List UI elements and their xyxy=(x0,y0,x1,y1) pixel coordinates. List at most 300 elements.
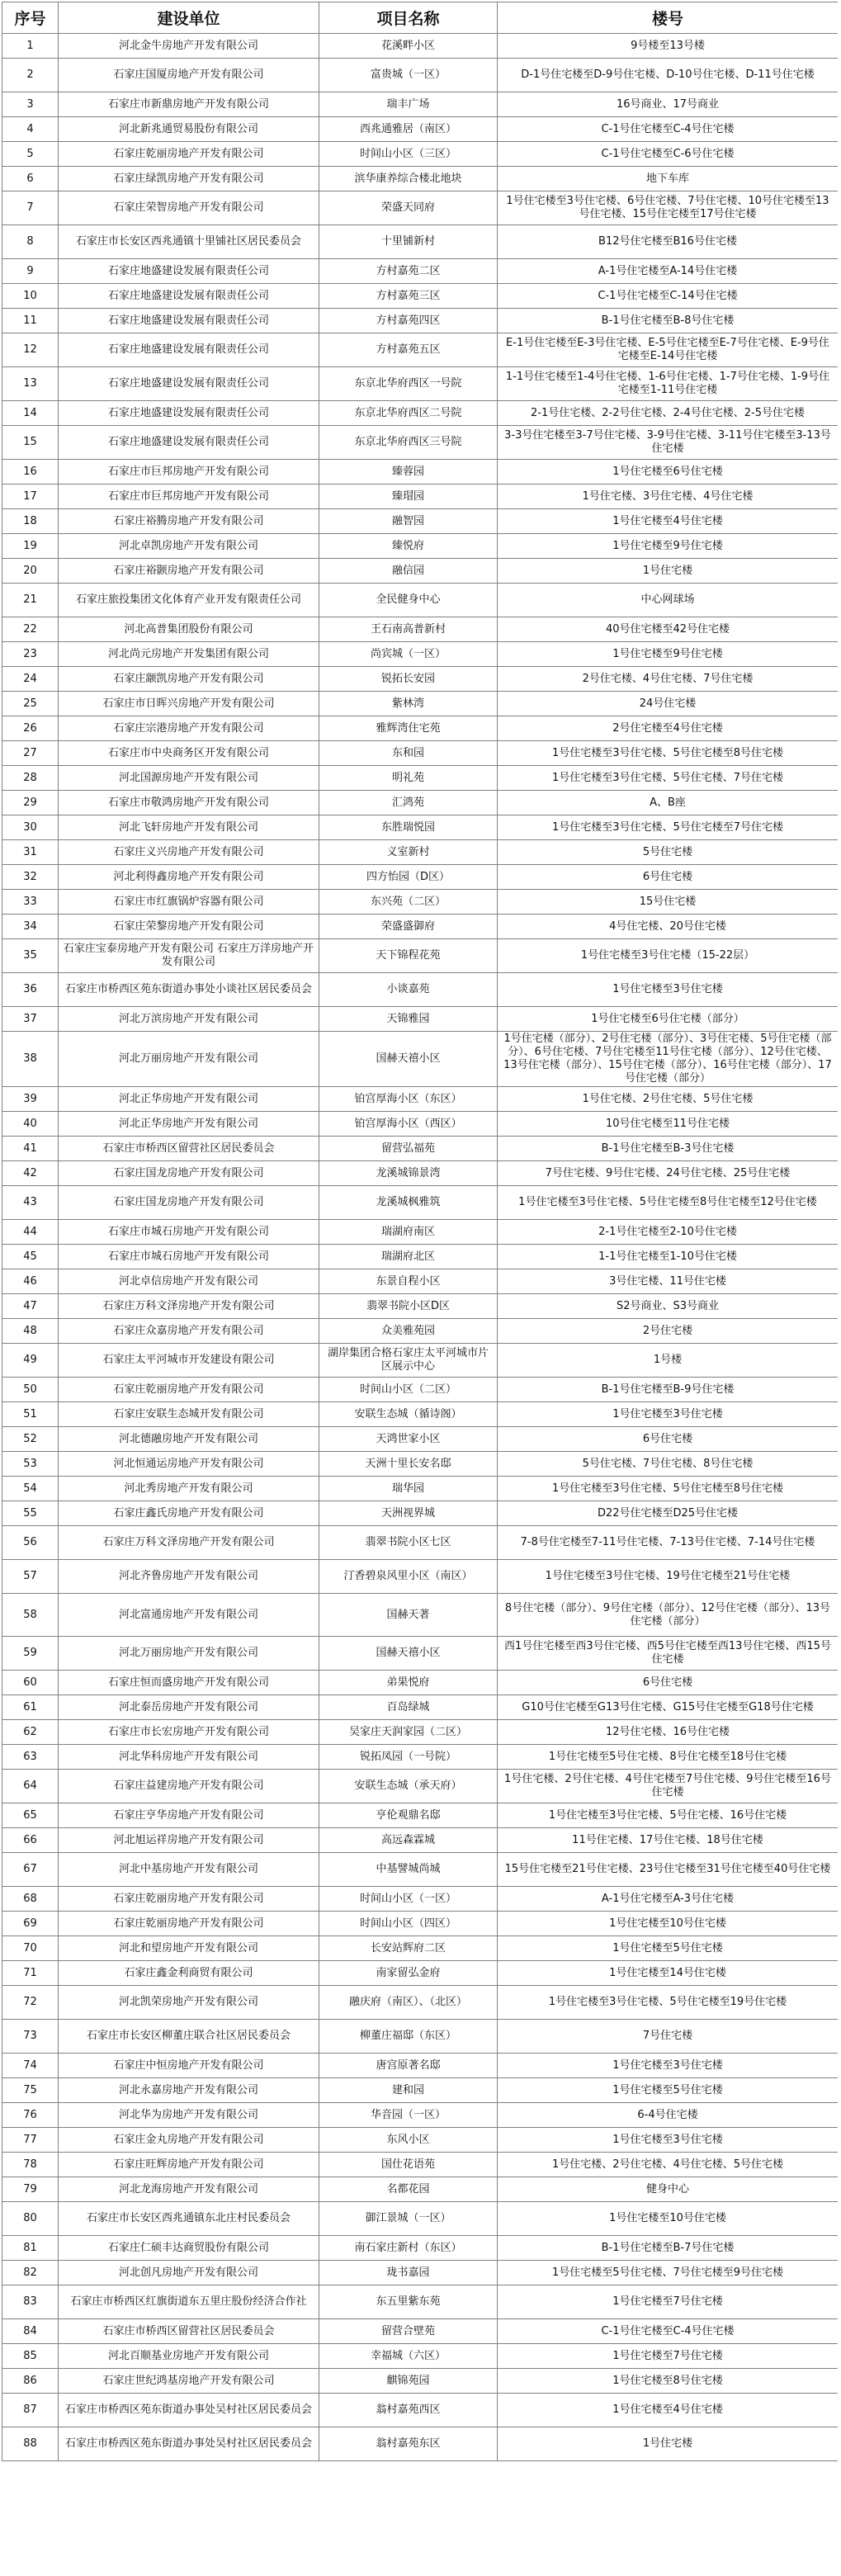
cell-unit: 石家庄安联生态城开发有限公司 xyxy=(59,1402,319,1427)
cell-project: 国赫天著 xyxy=(319,1594,498,1637)
cell-no: 16 xyxy=(2,460,59,484)
cell-no: 42 xyxy=(2,1161,59,1186)
cell-no: 22 xyxy=(2,617,59,642)
table-row xyxy=(2,1526,839,1560)
cell-unit: 石家庄绿凯房地产开发有限公司 xyxy=(59,167,319,191)
table-row xyxy=(2,1378,839,1402)
cell-buildings: S2号商业、S3号商业 xyxy=(498,1294,839,1319)
table-row xyxy=(2,59,839,92)
cell-no: 26 xyxy=(2,716,59,741)
cell-unit: 石家庄市长安区西兆通镇东北庄村民委员会 xyxy=(59,2202,319,2236)
cell-unit: 石家庄市敬鸿房地产开发有限公司 xyxy=(59,791,319,815)
cell-project: 东景自程小区 xyxy=(319,1269,498,1294)
cell-no: 2 xyxy=(2,59,59,92)
cell-buildings: B-1号住宅楼至B-7号住宅楼 xyxy=(498,2236,839,2261)
cell-no: 15 xyxy=(2,426,59,460)
cell-no: 31 xyxy=(2,840,59,865)
table-body xyxy=(2,34,839,2461)
cell-unit: 石家庄旺辉房地产开发有限公司 xyxy=(59,2153,319,2177)
cell-unit: 河北百顺基业房地产开发有限公司 xyxy=(59,2344,319,2369)
table-row xyxy=(2,1560,839,1594)
table-header-row xyxy=(2,2,839,34)
cell-buildings: 2号住宅楼、4号住宅楼、7号住宅楼 xyxy=(498,667,839,692)
cell-no: 24 xyxy=(2,667,59,692)
cell-buildings: 1号住宅楼、2号住宅楼、5号住宅楼 xyxy=(498,1087,839,1112)
cell-unit: 石家庄市巨邦房地产开发有限公司 xyxy=(59,460,319,484)
cell-unit: 石家庄市中央商务区开发有限公司 xyxy=(59,741,319,766)
cell-project: 融庆府（南区）、（北区） xyxy=(319,1986,498,2020)
cell-project: 国赫天禧小区 xyxy=(319,1637,498,1671)
cell-project: 十里铺新村 xyxy=(319,225,498,259)
cell-unit: 河北恒通运房地产开发有限公司 xyxy=(59,1452,319,1477)
table-row xyxy=(2,1319,839,1344)
cell-no: 40 xyxy=(2,1112,59,1137)
cell-project: 时间山小区（四区） xyxy=(319,1912,498,1936)
table-row xyxy=(2,1161,839,1186)
cell-unit: 石家庄市桥西区苑东街道办事处小谈社区居民委员会 xyxy=(59,973,319,1007)
cell-buildings: 10号住宅楼至11号住宅楼 xyxy=(498,1112,839,1137)
cell-buildings: 1号住宅楼至6号住宅楼 xyxy=(498,460,839,484)
cell-project: 长安站辉府二区 xyxy=(319,1936,498,1961)
cell-no: 27 xyxy=(2,741,59,766)
table-row xyxy=(2,1427,839,1452)
table-row xyxy=(2,167,839,191)
table-row xyxy=(2,2020,839,2054)
cell-project: 荣盛盛御府 xyxy=(319,915,498,939)
cell-buildings: 1号住宅楼至7号住宅楼 xyxy=(498,2344,839,2369)
cell-unit: 石家庄国厦房地产开发有限公司 xyxy=(59,59,319,92)
cell-no: 86 xyxy=(2,2369,59,2394)
cell-buildings: 1号住宅楼至10号住宅楼 xyxy=(498,1912,839,1936)
table-row xyxy=(2,142,839,167)
cell-project: 瑞湖府南区 xyxy=(319,1220,498,1245)
cell-unit: 石家庄乾丽房地产开发有限公司 xyxy=(59,1912,319,1936)
cell-no: 55 xyxy=(2,1501,59,1526)
cell-no: 48 xyxy=(2,1319,59,1344)
cell-unit: 河北国源房地产开发有限公司 xyxy=(59,766,319,791)
cell-project: 锐拓凤园（一号院） xyxy=(319,1745,498,1770)
cell-project: 方村嘉苑三区 xyxy=(319,284,498,309)
table-row xyxy=(2,667,839,692)
cell-no: 67 xyxy=(2,1853,59,1887)
cell-no: 77 xyxy=(2,2128,59,2153)
table-row xyxy=(2,2369,839,2394)
table-row xyxy=(2,484,839,509)
cell-unit: 石家庄国龙房地产开发有限公司 xyxy=(59,1186,319,1220)
cell-no: 45 xyxy=(2,1245,59,1269)
cell-buildings: 1号住宅楼至3号住宅楼、6号住宅楼、7号住宅楼、10号住宅楼至13号住宅楼、15号住宅楼至17号住宅楼 xyxy=(498,191,839,225)
cell-buildings: 1号住宅楼、2号住宅楼、4号住宅楼、5号住宅楼 xyxy=(498,2153,839,2177)
cell-project: 臻悦府 xyxy=(319,534,498,559)
cell-no: 47 xyxy=(2,1294,59,1319)
cell-project: 麒锦苑园 xyxy=(319,2369,498,2394)
cell-buildings: G10号住宅楼至G13号住宅楼、G15号住宅楼至G18号住宅楼 xyxy=(498,1695,839,1720)
cell-buildings: 1号住宅楼至3号住宅楼、5号住宅楼至7号住宅楼 xyxy=(498,815,839,840)
cell-buildings: 2-1号住宅楼、2-2号住宅楼、2-4号住宅楼、2-5号住宅楼 xyxy=(498,401,839,426)
cell-project: 明礼苑 xyxy=(319,766,498,791)
cell-buildings: 3-3号住宅楼至3-7号住宅楼、3-9号住宅楼、3-11号住宅楼至3-13号住宅楼 xyxy=(498,426,839,460)
cell-buildings: 1号住宅楼至3号住宅楼、5号住宅楼至8号住宅楼至12号住宅楼 xyxy=(498,1186,839,1220)
cell-unit: 石家庄国龙房地产开发有限公司 xyxy=(59,1161,319,1186)
cell-buildings: E-1号住宅楼至E-3号住宅楼、E-5号住宅楼至E-7号住宅楼、E-9号住宅楼至E-14号住宅楼 xyxy=(498,333,839,367)
cell-buildings: 15号住宅楼至21号住宅楼、23号住宅楼至31号住宅楼至40号住宅楼 xyxy=(498,1853,839,1887)
cell-buildings: 1号住宅楼至4号住宅楼 xyxy=(498,509,839,534)
cell-buildings: 西1号住宅楼至西3号住宅楼、西5号住宅楼至西13号住宅楼、西15号住宅楼 xyxy=(498,1637,839,1671)
cell-project: 天下锦程花苑 xyxy=(319,939,498,973)
cell-buildings: 24号住宅楼 xyxy=(498,692,839,716)
cell-buildings: C-1号住宅楼至C-4号住宅楼 xyxy=(498,117,839,142)
cell-buildings: 1号楼 xyxy=(498,1344,839,1378)
cell-buildings: 健身中心 xyxy=(498,2177,839,2202)
cell-no: 18 xyxy=(2,509,59,534)
cell-buildings: 9号楼至13号楼 xyxy=(498,34,839,59)
table-row xyxy=(2,766,839,791)
cell-project: 天洲十里长安名邸 xyxy=(319,1452,498,1477)
cell-project: 亨伦观鼎名邸 xyxy=(319,1803,498,1828)
cell-buildings: 1号住宅楼至3号住宅楼、5号住宅楼至8号住宅楼 xyxy=(498,1477,839,1501)
table-row xyxy=(2,741,839,766)
table-row xyxy=(2,34,839,59)
cell-project: 小谈嘉苑 xyxy=(319,973,498,1007)
table-row xyxy=(2,2261,839,2285)
cell-no: 7 xyxy=(2,191,59,225)
cell-project: 高远森霖城 xyxy=(319,1828,498,1853)
cell-project: 翁村嘉苑西区 xyxy=(319,2394,498,2427)
cell-unit: 石家庄市桥西区留营社区居民委员会 xyxy=(59,1137,319,1161)
cell-buildings: 5号住宅楼、7号住宅楼、8号住宅楼 xyxy=(498,1452,839,1477)
cell-project: 留营合壁苑 xyxy=(319,2319,498,2344)
cell-buildings: 1号住宅楼至5号住宅楼、7号住宅楼至9号住宅楼 xyxy=(498,2261,839,2285)
cell-buildings: 1号住宅楼至9号住宅楼 xyxy=(498,642,839,667)
table-row xyxy=(2,2054,839,2078)
table-row xyxy=(2,840,839,865)
cell-project: 义室新村 xyxy=(319,840,498,865)
cell-no: 28 xyxy=(2,766,59,791)
cell-no: 43 xyxy=(2,1186,59,1220)
cell-buildings: 12号住宅楼、16号住宅楼 xyxy=(498,1720,839,1745)
header-project: 项目名称 xyxy=(319,2,498,34)
table-row xyxy=(2,2177,839,2202)
cell-no: 34 xyxy=(2,915,59,939)
cell-buildings: 1号住宅楼至3号住宅楼、5号住宅楼、7号住宅楼 xyxy=(498,766,839,791)
cell-buildings: 2-1号住宅楼至2-10号住宅楼 xyxy=(498,1220,839,1245)
cell-buildings: 1号住宅楼至14号住宅楼 xyxy=(498,1961,839,1986)
cell-no: 82 xyxy=(2,2261,59,2285)
cell-project: 瑞丰广场 xyxy=(319,92,498,117)
cell-no: 5 xyxy=(2,142,59,167)
cell-no: 32 xyxy=(2,865,59,890)
cell-project: 东风小区 xyxy=(319,2128,498,2153)
table-row xyxy=(2,2202,839,2236)
cell-unit: 石家庄市长安区西兆通镇十里铺社区居民委员会 xyxy=(59,225,319,259)
cell-buildings: 1-1号住宅楼至1-4号住宅楼、1-6号住宅楼、1-7号住宅楼、1-9号住宅楼至1-11号住宅楼 xyxy=(498,367,839,401)
cell-project: 名都花园 xyxy=(319,2177,498,2202)
cell-project: 荣盛天同府 xyxy=(319,191,498,225)
cell-no: 80 xyxy=(2,2202,59,2236)
cell-buildings: 7号住宅楼、9号住宅楼、24号住宅楼、25号住宅楼 xyxy=(498,1161,839,1186)
cell-no: 78 xyxy=(2,2153,59,2177)
table-row xyxy=(2,509,839,534)
cell-project: 汇鸿苑 xyxy=(319,791,498,815)
cell-no: 52 xyxy=(2,1427,59,1452)
table-row xyxy=(2,1402,839,1427)
cell-unit: 河北齐鲁房地产开发有限公司 xyxy=(59,1560,319,1594)
cell-project: 国仕花语苑 xyxy=(319,2153,498,2177)
cell-no: 75 xyxy=(2,2078,59,2103)
cell-no: 44 xyxy=(2,1220,59,1245)
cell-project: 华音园（一区） xyxy=(319,2103,498,2128)
cell-project: 富贵城（一区） xyxy=(319,59,498,92)
table-row xyxy=(2,1007,839,1032)
cell-no: 54 xyxy=(2,1477,59,1501)
cell-buildings: A-1号住宅楼至A-3号住宅楼 xyxy=(498,1887,839,1912)
cell-project: 东京北华府西区二号院 xyxy=(319,401,498,426)
cell-no: 49 xyxy=(2,1344,59,1378)
cell-project: 龙溪城锦景湾 xyxy=(319,1161,498,1186)
cell-unit: 石家庄地盛建设发展有限责任公司 xyxy=(59,309,319,333)
cell-project: 东京北华府西区三号院 xyxy=(319,426,498,460)
cell-buildings: 1号住宅楼至10号住宅楼 xyxy=(498,2202,839,2236)
cell-no: 3 xyxy=(2,92,59,117)
cell-buildings: 1号住宅楼至7号住宅楼 xyxy=(498,2285,839,2319)
cell-unit: 河北秀房地产开发有限公司 xyxy=(59,1477,319,1501)
cell-unit: 石家庄众嘉房地产开发有限公司 xyxy=(59,1319,319,1344)
cell-project: 锐拓长安园 xyxy=(319,667,498,692)
table-row xyxy=(2,617,839,642)
cell-unit: 石家庄宝泰房地产开发有限公司 石家庄万洋房地产开发有限公司 xyxy=(59,939,319,973)
cell-buildings: 2号住宅楼 xyxy=(498,1319,839,1344)
cell-buildings: 4号住宅楼、20号住宅楼 xyxy=(498,915,839,939)
cell-buildings: 6号住宅楼 xyxy=(498,865,839,890)
table-row xyxy=(2,117,839,142)
cell-buildings: 1号住宅楼 xyxy=(498,559,839,584)
cell-unit: 石家庄市巨邦房地产开发有限公司 xyxy=(59,484,319,509)
table-row xyxy=(2,939,839,973)
cell-unit: 河北华为房地产开发有限公司 xyxy=(59,2103,319,2128)
table-row xyxy=(2,915,839,939)
cell-no: 6 xyxy=(2,167,59,191)
cell-no: 10 xyxy=(2,284,59,309)
table-row xyxy=(2,1961,839,1986)
table-row xyxy=(2,559,839,584)
cell-buildings: 1号住宅楼至3号住宅楼 xyxy=(498,2128,839,2153)
cell-unit: 河北尚元房地产开发集团有限公司 xyxy=(59,642,319,667)
cell-project: 百岛绿城 xyxy=(319,1695,498,1720)
table-row xyxy=(2,1112,839,1137)
table-row xyxy=(2,642,839,667)
cell-unit: 河北旭运祥房地产开发有限公司 xyxy=(59,1828,319,1853)
cell-no: 68 xyxy=(2,1887,59,1912)
table-row xyxy=(2,2285,839,2319)
cell-unit: 石家庄市日晖兴房地产开发有限公司 xyxy=(59,692,319,716)
table-row xyxy=(2,1936,839,1961)
cell-project: 方村嘉苑四区 xyxy=(319,309,498,333)
cell-no: 61 xyxy=(2,1695,59,1720)
table-row xyxy=(2,1637,839,1671)
cell-project: 幸福城（六区） xyxy=(319,2344,498,2369)
cell-no: 83 xyxy=(2,2285,59,2319)
cell-buildings: A、B座 xyxy=(498,791,839,815)
cell-unit: 河北正华房地产开发有限公司 xyxy=(59,1112,319,1137)
cell-project: 留营弘福苑 xyxy=(319,1137,498,1161)
cell-unit: 石家庄裕颢房地产开发有限公司 xyxy=(59,559,319,584)
cell-project: 东京北华府西区一号院 xyxy=(319,367,498,401)
cell-project: 吴家庄天润家园（二区） xyxy=(319,1720,498,1745)
table-row xyxy=(2,401,839,426)
cell-buildings: 1号住宅楼至3号住宅楼 xyxy=(498,973,839,1007)
cell-unit: 石家庄亨华房地产开发有限公司 xyxy=(59,1803,319,1828)
cell-unit: 石家庄市城石房地产开发有限公司 xyxy=(59,1220,319,1245)
cell-buildings: 1号住宅楼至5号住宅楼 xyxy=(498,1936,839,1961)
table-row xyxy=(2,1887,839,1912)
cell-buildings: C-1号住宅楼至C-14号住宅楼 xyxy=(498,284,839,309)
cell-project: 安联生态城（承天府） xyxy=(319,1770,498,1803)
cell-project: 御江景城（一区） xyxy=(319,2202,498,2236)
cell-project: 中基譬城尚城 xyxy=(319,1853,498,1887)
header-unit: 建设单位 xyxy=(59,2,319,34)
cell-unit: 石家庄市长宏房地产开发有限公司 xyxy=(59,1720,319,1745)
cell-buildings: 5号住宅楼 xyxy=(498,840,839,865)
cell-buildings: C-1号住宅楼至C-6号住宅楼 xyxy=(498,142,839,167)
cell-buildings: 1号住宅楼至5号住宅楼 xyxy=(498,2078,839,2103)
cell-no: 60 xyxy=(2,1671,59,1695)
cell-unit: 石家庄市桥西区苑东街道办事处吴村社区居民委员会 xyxy=(59,2427,319,2461)
cell-buildings: 1号住宅楼 xyxy=(498,2427,839,2461)
cell-project: 柳董庄福邸（东区） xyxy=(319,2020,498,2054)
cell-no: 81 xyxy=(2,2236,59,2261)
cell-no: 33 xyxy=(2,890,59,915)
cell-no: 36 xyxy=(2,973,59,1007)
cell-no: 73 xyxy=(2,2020,59,2054)
table-row xyxy=(2,865,839,890)
cell-project: 唐宫原著名邸 xyxy=(319,2054,498,2078)
table-row xyxy=(2,1671,839,1695)
table-row xyxy=(2,2344,839,2369)
table-row xyxy=(2,1912,839,1936)
cell-buildings: 11号住宅楼、17号住宅楼、18号住宅楼 xyxy=(498,1828,839,1853)
table-row xyxy=(2,716,839,741)
cell-no: 11 xyxy=(2,309,59,333)
table-row xyxy=(2,1452,839,1477)
cell-buildings: A-1号住宅楼至A-14号住宅楼 xyxy=(498,259,839,284)
cell-project: 铂宫厚海小区（西区） xyxy=(319,1112,498,1137)
cell-no: 23 xyxy=(2,642,59,667)
cell-unit: 河北万丽房地产开发有限公司 xyxy=(59,1637,319,1671)
cell-project: 瑞湖府北区 xyxy=(319,1245,498,1269)
cell-buildings: 6号住宅楼 xyxy=(498,1671,839,1695)
cell-no: 21 xyxy=(2,584,59,617)
cell-unit: 河北卓信房地产开发有限公司 xyxy=(59,1269,319,1294)
cell-no: 19 xyxy=(2,534,59,559)
cell-no: 50 xyxy=(2,1378,59,1402)
cell-unit: 石家庄市红旗锅炉容器有限公司 xyxy=(59,890,319,915)
table-row xyxy=(2,460,839,484)
cell-project: 臻瑁园 xyxy=(319,484,498,509)
cell-project: 滨华康养综合楼北地块 xyxy=(319,167,498,191)
cell-unit: 河北创凡房地产开发有限公司 xyxy=(59,2261,319,2285)
cell-buildings: 1号住宅楼至3号住宅楼、5号住宅楼至19号住宅楼 xyxy=(498,1986,839,2020)
cell-unit: 石家庄仁硕丰达商贸股份有限公司 xyxy=(59,2236,319,2261)
cell-buildings: B12号住宅楼至B16号住宅楼 xyxy=(498,225,839,259)
cell-project: 翁村嘉苑东区 xyxy=(319,2427,498,2461)
cell-project: 全民健身中心 xyxy=(319,584,498,617)
cell-unit: 石家庄市城石房地产开发有限公司 xyxy=(59,1245,319,1269)
cell-project: 东胜瑞悦园 xyxy=(319,815,498,840)
cell-no: 72 xyxy=(2,1986,59,2020)
cell-project: 王石南高普新村 xyxy=(319,617,498,642)
cell-no: 87 xyxy=(2,2394,59,2427)
cell-unit: 河北金牛房地产开发有限公司 xyxy=(59,34,319,59)
cell-unit: 河北利得鑫房地产开发有限公司 xyxy=(59,865,319,890)
cell-project: 天洲视界城 xyxy=(319,1501,498,1526)
table-row xyxy=(2,692,839,716)
table-row xyxy=(2,1186,839,1220)
cell-no: 25 xyxy=(2,692,59,716)
cell-buildings: 1-1号住宅楼至1-10号住宅楼 xyxy=(498,1245,839,1269)
cell-unit: 石家庄地盛建设发展有限责任公司 xyxy=(59,259,319,284)
table-row xyxy=(2,2394,839,2427)
table-row xyxy=(2,1220,839,1245)
cell-project: 臻蓉园 xyxy=(319,460,498,484)
project-table xyxy=(2,2,838,2461)
cell-project: 紫林湾 xyxy=(319,692,498,716)
cell-unit: 石家庄鑫金利商贸有限公司 xyxy=(59,1961,319,1986)
cell-unit: 石家庄裕腾房地产开发有限公司 xyxy=(59,509,319,534)
cell-project: 西兆通雅居（南区） xyxy=(319,117,498,142)
table-row xyxy=(2,309,839,333)
cell-project: 方村嘉苑二区 xyxy=(319,259,498,284)
cell-no: 74 xyxy=(2,2054,59,2078)
table-row xyxy=(2,1594,839,1637)
cell-no: 76 xyxy=(2,2103,59,2128)
cell-buildings: 1号住宅楼至3号住宅楼、5号住宅楼至8号住宅楼 xyxy=(498,741,839,766)
cell-buildings: 1号住宅楼、2号住宅楼、4号住宅楼至7号住宅楼、9号住宅楼至16号住宅楼 xyxy=(498,1770,839,1803)
cell-project: 南家留弘金府 xyxy=(319,1961,498,1986)
cell-no: 4 xyxy=(2,117,59,142)
cell-buildings: 1号住宅楼至3号住宅楼 xyxy=(498,2054,839,2078)
cell-no: 53 xyxy=(2,1452,59,1477)
cell-project: 融智园 xyxy=(319,509,498,534)
cell-buildings: 1号住宅楼至5号住宅楼、8号住宅楼至18号住宅楼 xyxy=(498,1745,839,1770)
cell-unit: 石家庄中恒房地产开发有限公司 xyxy=(59,2054,319,2078)
cell-no: 51 xyxy=(2,1402,59,1427)
cell-buildings: 1号住宅楼（部分）、2号住宅楼（部分）、3号住宅楼、5号住宅楼（部分）、6号住宅楼、7号住宅楼至11号住宅楼（部分）、12号住宅楼、13号住宅楼（部分）、15号住宅楼（部分）、16号住宅楼（部分）、17号住宅楼（部分） xyxy=(498,1032,839,1087)
table-row xyxy=(2,1032,839,1087)
cell-unit: 河北凯荣房地产开发有限公司 xyxy=(59,1986,319,2020)
cell-unit: 石家庄市桥西区苑东街道办事处吴村社区居民委员会 xyxy=(59,2394,319,2427)
cell-buildings: 1号住宅楼至3号住宅楼、5号住宅楼、16号住宅楼 xyxy=(498,1803,839,1828)
table-row xyxy=(2,1803,839,1828)
cell-unit: 石家庄金丸房地产开发有限公司 xyxy=(59,2128,319,2153)
cell-unit: 石家庄乾丽房地产开发有限公司 xyxy=(59,1887,319,1912)
cell-unit: 石家庄市长安区柳董庄联合社区居民委员会 xyxy=(59,2020,319,2054)
cell-project: 时间山小区（二区） xyxy=(319,1378,498,1402)
cell-no: 84 xyxy=(2,2319,59,2344)
cell-project: 南石家庄新村（东区） xyxy=(319,2236,498,2261)
cell-buildings: 1号住宅楼至9号住宅楼 xyxy=(498,534,839,559)
cell-project: 东五里紫东苑 xyxy=(319,2285,498,2319)
cell-buildings: 40号住宅楼至42号住宅楼 xyxy=(498,617,839,642)
cell-unit: 石家庄万科文泽房地产开发有限公司 xyxy=(59,1526,319,1560)
cell-unit: 石家庄万科文泽房地产开发有限公司 xyxy=(59,1294,319,1319)
cell-no: 30 xyxy=(2,815,59,840)
cell-unit: 石家庄颛凯房地产开发有限公司 xyxy=(59,667,319,692)
cell-no: 17 xyxy=(2,484,59,509)
cell-no: 71 xyxy=(2,1961,59,1986)
cell-buildings: 1号住宅楼至3号住宅楼（15-22层） xyxy=(498,939,839,973)
cell-unit: 石家庄益建房地产开发有限公司 xyxy=(59,1770,319,1803)
cell-unit: 石家庄荣智房地产开发有限公司 xyxy=(59,191,319,225)
